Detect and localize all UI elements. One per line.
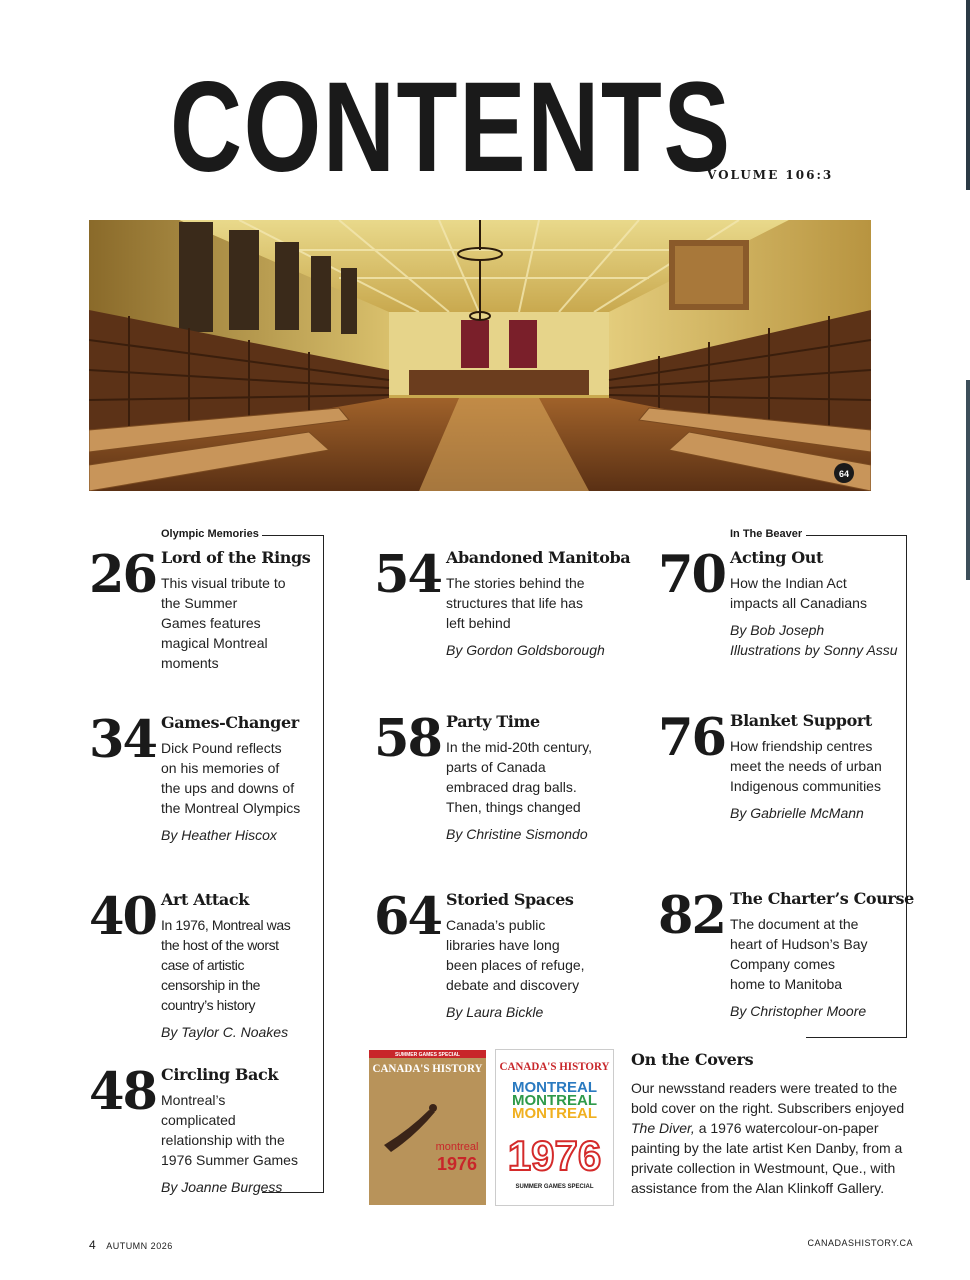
footer-site[interactable]: CANADASHISTORY.CA: [807, 1238, 913, 1248]
article-headline[interactable]: Games-Changer: [161, 713, 299, 732]
cover-masthead: CANADA'S HISTORY: [372, 1061, 483, 1075]
cover-city-echo: MONTREAL: [512, 1092, 597, 1109]
volume-label: VOLUME 106:3: [707, 168, 834, 182]
library-illustration: [89, 220, 871, 491]
article-page-number: 34: [89, 710, 156, 770]
article-page-number: 48: [89, 1062, 156, 1122]
article-headline[interactable]: Blanket Support: [730, 711, 872, 730]
article-page-number: 76: [658, 708, 725, 768]
article-byline: By Christopher Moore: [730, 1003, 867, 1019]
footer-issue: AUTUMN 2026: [106, 1241, 173, 1251]
article-dek: In the mid-20th century, parts of Canada embraced drag balls. Then, things changed: [446, 739, 593, 815]
cover-banner: SUMMER GAMES SPECIAL: [394, 1052, 461, 1058]
covers-text-part2: a 1976 watercolour-on-paper painting by the late artist Ken Danby, from a private collection in Westmount, Que., with assistance from the Alan Klinkoff Gallery.: [631, 1120, 903, 1196]
article-byline: By Heather Hiscox: [161, 827, 277, 843]
article-dek: This visual tribute to the Summer Games features magical Montreal moments: [161, 575, 286, 671]
article-byline: By Joanne Burgess: [161, 1179, 283, 1195]
footer-left: [89, 1238, 173, 1252]
article-headline[interactable]: Storied Spaces: [446, 890, 574, 909]
article-dek: How friendship centres meet the needs of urban Indigenous communities: [730, 738, 882, 794]
article-dek: The stories behind the structures that life has left behind: [446, 575, 585, 631]
article-dek: In 1976, Montreal was the host of the worst case of artistic censorship in the country’s history: [161, 917, 291, 1013]
cover-city: MONTREAL: [512, 1079, 597, 1096]
covers-text-italic: The Diver,: [631, 1120, 695, 1136]
footer-page-number: 4: [89, 1238, 97, 1252]
article-page-number: 40: [89, 887, 156, 947]
covers-description: [631, 1078, 916, 1198]
covers-heading: On the Covers: [631, 1050, 754, 1069]
hero-photo: [89, 220, 871, 491]
cover-banner: SUMMER GAMES SPECIAL: [515, 1184, 594, 1190]
article-page-number: 70: [658, 545, 725, 605]
article-page-number: 64: [374, 887, 441, 947]
article-byline: By Taylor C. Noakes: [161, 1024, 289, 1040]
article-dek: The document at the heart of Hudson’s Bay Company comes home to Manitoba: [730, 916, 868, 992]
article-page-number: 58: [374, 709, 441, 769]
article-headline[interactable]: Lord of the Rings: [161, 548, 311, 567]
section-kicker-beaver: In The Beaver: [730, 528, 803, 540]
article-byline: By Christine Sismondo: [446, 826, 588, 842]
page-title: CONTENTS: [170, 56, 732, 199]
section-kicker-olympic: Olympic Memories: [161, 528, 259, 540]
page-edge-bar-lower: [966, 380, 970, 580]
article-page-number: 54: [374, 545, 441, 605]
cover-masthead: CANADA'S HISTORY: [499, 1059, 610, 1073]
article-dek: Canada’s public libraries have long been places of refuge, debate and discovery: [446, 917, 585, 993]
article-headline[interactable]: Circling Back: [161, 1065, 279, 1084]
article-byline: By Gordon Goldsborough: [446, 642, 605, 658]
article-byline: By Gabrielle McMann: [730, 805, 864, 821]
article-dek: How the Indian Act impacts all Canadians: [730, 575, 867, 611]
cover-year: 1976: [436, 1154, 478, 1174]
cover-subscriber[interactable]: [369, 1050, 486, 1205]
article-headline[interactable]: Party Time: [446, 712, 540, 731]
article-headline[interactable]: Art Attack: [161, 890, 249, 909]
page-edge-bar: [966, 0, 970, 190]
cover-newsstand[interactable]: [496, 1050, 613, 1205]
article-page-number: 26: [89, 545, 156, 605]
article-byline: By Bob Joseph: [730, 622, 825, 638]
covers-text-part1: Our newsstand readers were treated to the bold cover on the right. Subscribers enjoyed: [631, 1080, 905, 1116]
diver-cover-art: [369, 1050, 486, 1205]
article-dek: Dick Pound reflects on his memories of the ups and downs of the Montreal Olympics: [161, 740, 301, 816]
article-illustrator: Illustrations by Sonny Assu: [730, 642, 898, 658]
cover-city: montreal: [435, 1141, 479, 1153]
hero-page-badge: 64: [838, 469, 850, 479]
cover-city-echo-2: MONTREAL: [512, 1105, 597, 1122]
article-headline[interactable]: Abandoned Manitoba: [446, 548, 631, 567]
montreal-cover-art: [496, 1050, 613, 1205]
article-headline[interactable]: Acting Out: [730, 548, 823, 567]
article-dek: Montreal’s complicated relationship with the 1976 Summer Games: [161, 1092, 298, 1168]
article-page-number: 82: [658, 886, 725, 946]
article-headline[interactable]: The Charter’s Course: [730, 889, 914, 908]
cover-year: 1976: [507, 1132, 602, 1179]
article-byline: By Laura Bickle: [446, 1004, 544, 1020]
